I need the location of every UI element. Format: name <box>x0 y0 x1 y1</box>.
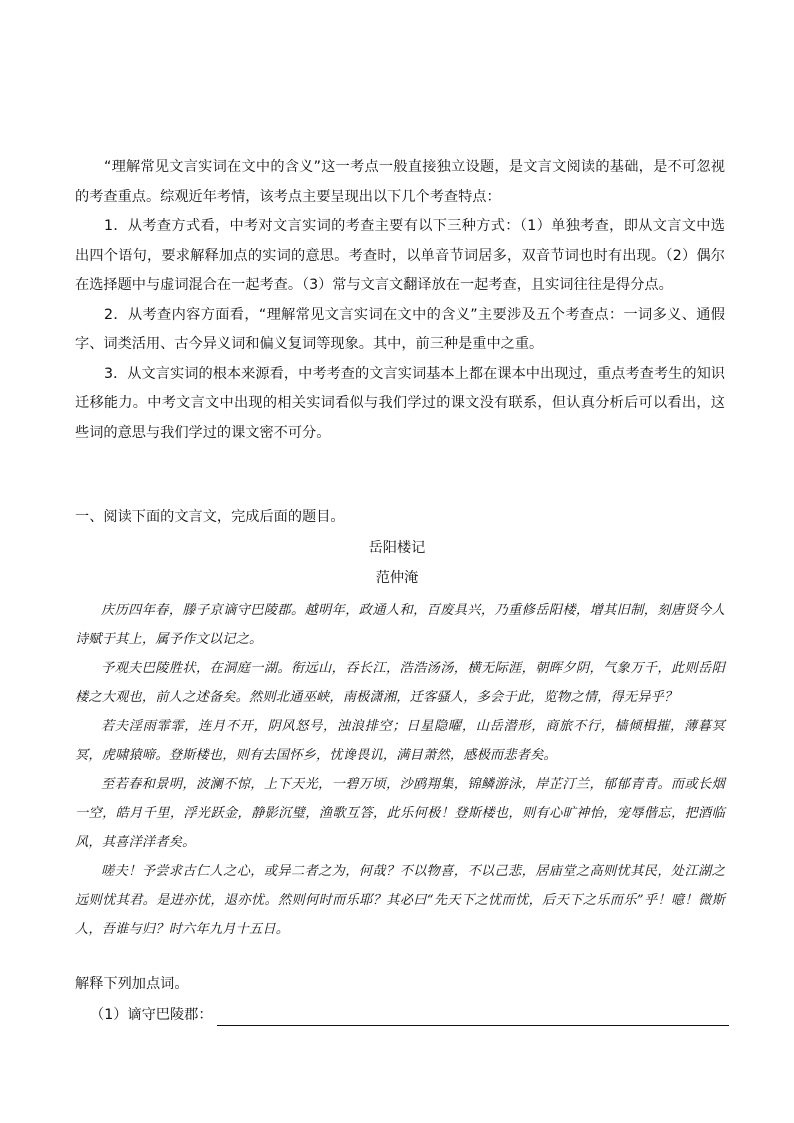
classical-text-author: 范仲淹 <box>375 570 419 586</box>
classical-paragraph: 庆历四年春，滕子京谪守巴陵郡。越明年，政通人和，百废具兴，乃重修岳阳楼，增其旧制，刻唐贤今人诗赋于其上，属予作文以记之。 <box>75 603 725 647</box>
exam-point-intro <box>75 153 725 448</box>
section-title: 一、阅读下面的文言文，完成后面的题目。 <box>75 509 345 525</box>
classical-text <box>75 596 725 944</box>
intro-paragraph: “理解常见文言实词在文中的含义”这一考点一般直接独立设题，是文言文阅读的基础，是不可忽视的考查重点。综观近年考情，该考点主要呈现出以下几个考查特点： <box>75 159 725 205</box>
classical-paragraph: 至若春和景明，波澜不惊，上下天光，一碧万顷，沙鸥翔集，锦鳞游泳，岸芷汀兰，郁郁青青。而或长烟一空，皓月千里，浮光跃金，静影沉璧，渔歌互答，此乐何极！登斯楼也，则有心旷神怡，宠辱偕忘，把酒临风，其喜洋洋者矣。 <box>75 777 725 850</box>
question-row <box>90 1004 729 1026</box>
intro-paragraph: 1．从考查方式看，中考对文言实词的考查主要有以下三种方式：（1）单独考查，即从文言文中选出四个语句，要求解释加点的实词的意思。考查时，以单音节词居多，双音节词也时有出现。（2）偶尔在选择题中与虚词混合在一起考查。（3）常与文言文翻译放在一起考查，且实词往往是得分点。 <box>75 218 725 293</box>
question-label: （1）谪守巴陵郡： <box>90 1007 213 1023</box>
intro-paragraph: 3．从文言实词的根本来源看，中考考查的文言实词基本上都在课本中出现过，重点考查考生的知识迁移能力。中考文言文中出现的相关实词看似与我们学过的课文没有联系，但认真分析后可以看出，这些词的意思与我们学过的课文密不可分。 <box>75 365 725 441</box>
classical-paragraph: 嗟夫！予尝求古仁人之心，或异二者之为，何哉？不以物喜，不以己悲，居庙堂之高则忧其民，处江湖之远则忧其君。是进亦忧，退亦忧。然则何时而乐耶？其必曰“先天下之忧而忧，后天下之乐而乐”乎！噫！微斯人，吾谁与归？时六年九月十五日。 <box>75 864 725 937</box>
classical-paragraph: 若夫淫雨霏霏，连月不开，阴风怒号，浊浪排空；日星隐曜，山岳潜形，商旅不行，樯倾楫摧，薄暮冥冥，虎啸猿啼。登斯楼也，则有去国怀乡，忧谗畏讥，满目萧然，感极而悲者矣。 <box>75 719 725 763</box>
classical-paragraph: 予观夫巴陵胜状，在洞庭一湖。衔远山，吞长江，浩浩汤汤，横无际涯，朝晖夕阴，气象万千，此则岳阳楼之大观也，前人之述备矣。然则北通巫峡，南极潇湘，迁客骚人，多会于此，览物之情，得无异乎？ <box>75 661 725 705</box>
intro-paragraph: 2．从考查内容方面看，“理解常见文言实词在文中的含义”主要涉及五个考查点：一词多义、通假字、词类活用、古今异义词和偏义复词等现象。其中，前三种是重中之重。 <box>75 306 725 352</box>
classical-text-title: 岳阳楼记 <box>368 540 426 556</box>
answer-blank[interactable] <box>217 1008 729 1026</box>
explain-prompt: 解释下列加点词。 <box>75 976 189 992</box>
